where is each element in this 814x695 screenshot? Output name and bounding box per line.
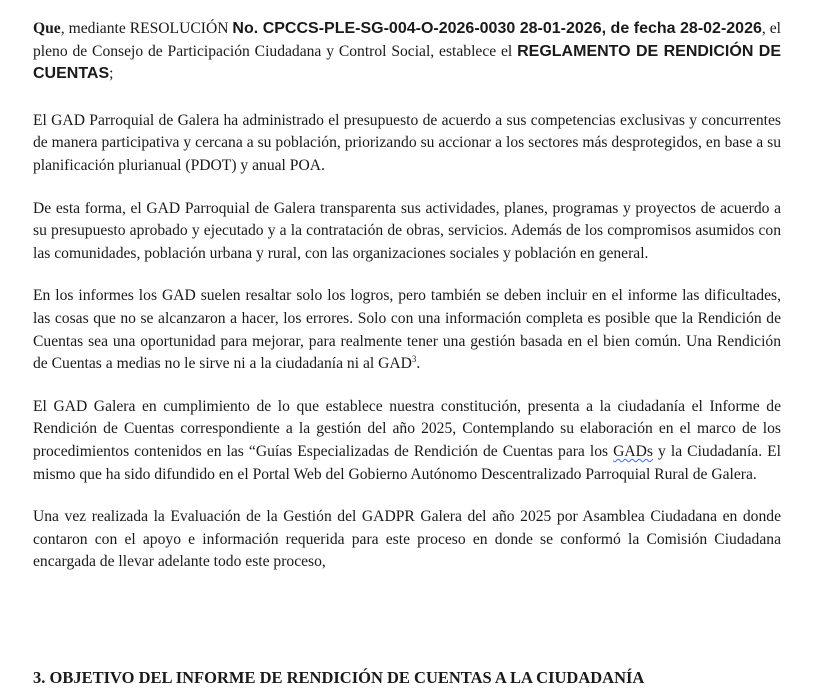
document-body: [33, 18, 781, 574]
resolution-text-3: , el pleno de Consejo de Participación Ciudadana y Control Social, establece el: [33, 20, 782, 60]
reports-text: En los informes los GAD suelen resaltar solo los logros, pero también se deben incluir en el informe las dificultades, las cosas que no se alcanzaron a hacer, los errores. Solo con una información completa es posible que la Rendición de Cuentas sea una oportunidad para mejorar, para realmente tener una gestión basada en el bien común. Una Rendición de Cuentas a medias no le sirve ni a la ciudadanía ni al GAD: [33, 287, 781, 373]
gads-word: GADs: [613, 442, 653, 460]
resolution-date: fecha 28-02-2026: [633, 20, 762, 37]
que-word: Que: [33, 20, 61, 37]
transparency-paragraph: De esta forma, el GAD Parroquial de Galera transparenta sus actividades, planes, programas y proyectos de acuerdo a su presupuesto aprobado y ejecutado y a la contratación de obras, servicios. Además de los compromisos asumidos con las comunidades, población urbana y rural, con las organizaciones sociales y población en general.: [33, 199, 781, 262]
resolution-text-2: , de: [601, 20, 634, 37]
compliance-paragraph: [33, 396, 781, 486]
compliance-text-2: y la Ciudadanía. El mismo que ha sido difundido en el Portal Web del Gobierno Autónomo Descentralizado Parroquial Rural de Galera.: [33, 442, 781, 483]
footnote-marker: 3: [411, 353, 417, 364]
evaluation-paragraph: Una vez realizada la Evaluación de la Gestión del GADPR Galera del año 2025 por Asamblea Ciudadana en donde contaron con el apoyo e información requerida para este proceso en donde se conformó la Comisión Ciudadana encargada de llevar adelante todo este proceso,: [33, 508, 781, 571]
resolution-text-1: , mediante RESOLUCIÓN: [60, 20, 233, 37]
reports-end: .: [416, 355, 421, 373]
resolution-paragraph: [33, 18, 781, 86]
resolution-text-4: ;: [109, 65, 114, 83]
reports-paragraph: [33, 285, 781, 375]
compliance-text-1: El GAD Galera en cumplimiento de lo que establece nuestra constitución, presenta a la ciudadanía el Informe de Rendición de Cuentas correspondiente a la gestión del año 2025, Contemplando su elaboración en el marco de los procedimientos contenidos en las “Guías Especializadas de Rendición de Cuentas para los: [33, 397, 781, 460]
budget-paragraph: El GAD Parroquial de Galera ha administrado el presupuesto de acuerdo a sus competencias exclusivas y concurrentes de manera participativa y cercana a su población, priorizando su accionar a los sectores más desprotegidos, en base a su planificación plurianual (PDOT) y anual POA.: [33, 111, 781, 174]
resolution-number: No. CPCCS-PLE-SG-004-O-2026-0030 28-01-2026: [232, 20, 602, 37]
regulation-title: REGLAMENTO DE RENDICIÓN DE CUENTAS: [33, 42, 781, 83]
section-heading: 3. OBJETIVO DEL INFORME DE RENDICIÓN DE CUENTAS A LA CIUDADANÍA: [33, 668, 645, 687]
